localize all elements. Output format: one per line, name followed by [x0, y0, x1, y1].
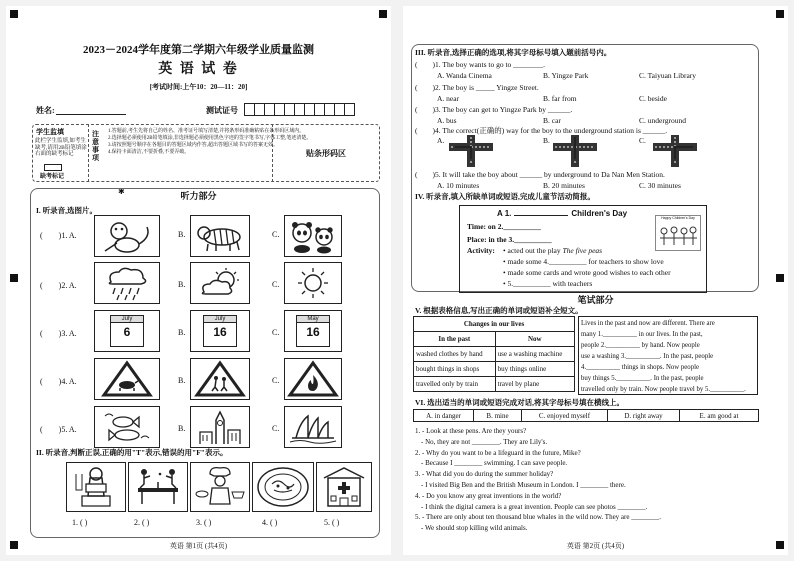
page-footer-left: 英语 第1页 (共4页): [169, 542, 228, 550]
registration-mark: [776, 10, 784, 18]
q4-option-b[interactable]: B.: [543, 136, 550, 145]
monitor-text: 此栏学生监填,如考生缺考,请用2B铅笔填涂右面的缺考标记: [35, 138, 87, 157]
calendar-july-16-icon[interactable]: July 16: [190, 310, 250, 352]
exam-time: [考试时间:上午10：20—11：20]: [149, 83, 248, 91]
sun-icon[interactable]: [284, 262, 342, 304]
hospital-icon[interactable]: [316, 462, 372, 512]
q1-option-c[interactable]: C. Taiyuan Library: [639, 71, 697, 80]
q2-option-a[interactable]: A. near: [437, 94, 460, 103]
big-ben-icon[interactable]: [190, 406, 250, 448]
rain-cloud-icon[interactable]: [94, 262, 160, 304]
name-field[interactable]: [56, 114, 126, 115]
activity-2[interactable]: • made some 4.__________ for teachers to show love: [503, 257, 664, 266]
word-bank: [413, 409, 759, 422]
choice-a[interactable]: A. in danger: [414, 410, 474, 421]
girl-reading-icon[interactable]: [66, 462, 126, 512]
question-4[interactable]: ( )4. The correct(正确的) way for the boy to the underground station is ______.: [415, 126, 668, 135]
q5-option-c[interactable]: C. 30 minutes: [639, 181, 681, 190]
q3-option-c[interactable]: C. underground: [639, 116, 686, 125]
answer-paren-4[interactable]: ( )4. A.: [40, 377, 77, 386]
monkey-icon[interactable]: [94, 215, 160, 257]
monitor-title: 学生监填: [36, 128, 64, 136]
star-mark: ✱: [118, 187, 125, 196]
q4-option-c[interactable]: C.: [639, 136, 646, 145]
question-3[interactable]: ( )3. The boy can get to Yingze Park by ______.: [415, 105, 573, 114]
answer-paren-3[interactable]: ( )3. A.: [40, 329, 77, 338]
answer-paren-1[interactable]: ( )1. A.: [40, 231, 77, 240]
route-map-b-icon[interactable]: [553, 135, 597, 167]
route-map-c-icon[interactable]: [653, 135, 697, 167]
q4-option-a[interactable]: A.: [437, 136, 445, 145]
newsletter-place[interactable]: Place: in the 3.__________: [467, 235, 552, 244]
registration-mark: [10, 10, 18, 18]
page-left: 2023－2024学年度第二学期六年级学业质量监测 英 语 试 卷 [考试时间:上午10：20—11：20] 姓名: 测试证号 学生监填 此栏学生监填,如考生缺考,请用2B铅笔填涂右面的缺考标记 缺考标记 注意事项 1.答题前,考生先将自己的姓名、准考证号填写清楚,并将条形码准确粘贴在条形码区域内。 2.选择题必须使用2B铅笔填涂,非选择题必须使用黑色字迹的签字笔书写,字体工整,笔迹清楚。 3.请按照题号顺序在各题目的答题区域内作答,超出答题区域书写的答案无效。 4.保持卡面清洁,不要折叠,不要弄破。 贴条形码区 ✱ 听力部分 I. 听录音,选图片。 ( )1. A. B. C. ( )2. A. B. C. ( )3. A. July 6 B. July 16 C. May 16 ( )4. A. B. C. ( )5. A. B. C. II. 听录音,判断正误,正确的用"T"表示,错误的用"F"表示。 1. ( ) 2. ( ) 3. ( ) 4. ( ) 5. ( ) 英语 第1页 (共4页): [6, 6, 391, 555]
notice-label: 注意事项: [92, 130, 99, 162]
absent-mark-box[interactable]: [44, 164, 62, 171]
answer-paren-5[interactable]: ( )5. A.: [40, 425, 77, 434]
barcode-area: 贴条形码区: [306, 149, 346, 158]
children-crossing-sign-icon[interactable]: [190, 358, 250, 400]
choice-d[interactable]: D. right away: [608, 410, 680, 421]
food-plate-icon[interactable]: [252, 462, 314, 512]
cloudy-sun-icon[interactable]: [190, 262, 250, 304]
absent-label: 缺考标记: [40, 174, 65, 180]
changes-table: Changes in our lives In the past Now washed clothes by hand use a washing machine bought things in shops buy things online travelled only by train travel by plane: [413, 316, 575, 392]
fire-warning-sign-icon[interactable]: [284, 358, 342, 400]
question-1[interactable]: ( )1. The boy wants to go to ________.: [415, 60, 546, 69]
registration-mark: [10, 274, 18, 282]
question-2[interactable]: ( )2. The boy is _____ Yingze Street.: [415, 83, 539, 92]
page-footer-right: 英语 第2页 (共4页): [566, 542, 625, 550]
choice-c[interactable]: C. enjoyed myself: [522, 410, 608, 421]
activity-3: • made some cards and wrote good wishes to each other: [503, 268, 671, 277]
dialog-list[interactable]: 1. - Look at these pens. Are they yours? - No, they are not ________. They are Lily's. 2. - Why do you want to be a lifeguard in the future, Mike? - Because I ________ swimming. I can save people. 3. - What did you do during the summer holiday? - I visited Big Ben and the British Museum in London. I ________ there. 4. - Do you know any great inventions in the world? - I think the digital camera is a great invention. People can see photos ________. 5. - There are only about ten thousand blue whales in the wild now. They are ________. - We should stop killing wild animals.: [415, 427, 661, 533]
passage-text[interactable]: Lives in the past and now are different. There are many 1.__________ in our lives. In the past, people 2.__________ by hand. Now people use a washing 3.__________. In the past, people 4.__________ things in shops. Now people buy things 5.__________. In the past, people travelled only by train. Now people travel by 5.__________.: [581, 320, 746, 393]
opera-house-icon[interactable]: [284, 406, 342, 448]
part4-title: IV. 听录音,填入所缺单词或短语,完成儿童节活动简报。: [415, 192, 595, 201]
part5-title: V. 根据表格信息,写出正确的单词或短语补全短文。: [415, 306, 583, 315]
id-label: 测试证号: [206, 106, 238, 115]
animal-crossing-sign-icon[interactable]: [94, 358, 160, 400]
page-right: [403, 6, 788, 555]
question-5[interactable]: ( )5. It will take the boy about ______ by underground to Da Nan Men Station.: [415, 170, 665, 179]
ping-pong-icon[interactable]: [128, 462, 188, 512]
newsletter-heading: A 1. Children's Day: [497, 209, 628, 218]
listening-title: 听力部分: [180, 191, 217, 201]
id-boxes[interactable]: [244, 103, 355, 116]
calendar-july-6-icon[interactable]: July 6: [94, 310, 160, 352]
subject-title: 英 语 试 卷: [158, 62, 239, 77]
panda-icon[interactable]: [284, 215, 342, 257]
part2-title: II. 听录音,判断正误,正确的用"T"表示,错误的用"F"表示。: [36, 448, 228, 457]
tf-answer-5[interactable]: 5. ( ): [324, 518, 340, 527]
activity-4[interactable]: • 5.__________ with teachers: [503, 279, 593, 288]
table-row: bought things in shops buy things online: [414, 362, 575, 377]
q3-option-a[interactable]: A. bus: [437, 116, 457, 125]
tf-answer-1[interactable]: 1. ( ): [72, 518, 88, 527]
q5-option-b[interactable]: B. 20 minutes: [543, 181, 585, 190]
table-row: travelled only by train travel by plane: [414, 377, 575, 392]
q2-option-b[interactable]: B. far from: [543, 94, 577, 103]
activity-label: Activity:: [467, 246, 495, 255]
registration-mark: [776, 274, 784, 282]
activity-1: • acted out the play The five peas: [503, 246, 603, 255]
tf-answer-3[interactable]: 3. ( ): [196, 518, 212, 527]
part6-title: VI. 选出适当的单词或短语完成对话,将其字母标号填在横线上。: [415, 398, 624, 407]
table-row: washed clothes by hand use a washing machine: [414, 347, 575, 362]
tf-answer-4[interactable]: 4. ( ): [262, 518, 278, 527]
tf-answer-2[interactable]: 2. ( ): [134, 518, 150, 527]
name-label: 姓名:: [36, 106, 55, 115]
registration-mark: [379, 10, 387, 18]
calendar-may-16-icon[interactable]: May 16: [284, 310, 342, 352]
newsletter-time[interactable]: Time: on 2.__________: [467, 222, 541, 231]
part1-title: I. 听录音,选图片。: [36, 206, 98, 215]
q2-option-c[interactable]: C. beside: [639, 94, 667, 103]
tiger-icon[interactable]: [190, 215, 250, 257]
q1-option-a[interactable]: A. Wanda Cinema: [437, 71, 492, 80]
part3-title: III. 听录音,选择正确的选项,将其字母标号填入题前括号内。: [415, 48, 612, 57]
children-day-illustration: Happy Children's Day: [655, 215, 701, 251]
choice-e[interactable]: E. am good at: [699, 412, 739, 420]
fish-icon[interactable]: [94, 406, 160, 448]
written-title: 笔试部分: [577, 295, 614, 305]
answer-paren-2[interactable]: ( )2. A.: [40, 281, 77, 290]
q1-option-b[interactable]: B. Yingze Park: [543, 71, 589, 80]
route-map-a-icon[interactable]: [449, 135, 493, 167]
q3-option-b[interactable]: B. car: [543, 116, 561, 125]
choice-b[interactable]: B. mine: [474, 410, 522, 421]
q5-option-a[interactable]: A. 10 minutes: [437, 181, 480, 190]
cooking-icon[interactable]: [190, 462, 250, 512]
notice-list: 1.答题前,考生先将自己的姓名、准考证号填写清楚,并将条形码准确粘贴在条形码区域内。 2.选择题必须使用2B铅笔填涂,非选择题必须使用黑色字迹的签字笔书写,字体工整,笔迹清楚。 3.请按照题号顺序在各题目的答题区域内作答,超出答题区域书写的答案无效。 4.保持卡面清洁,不要折叠,不要弄破。: [108, 129, 312, 155]
exam-title: 2023－2024学年度第二学期六年级学业质量监测: [83, 44, 314, 56]
blank-1[interactable]: [514, 215, 568, 216]
